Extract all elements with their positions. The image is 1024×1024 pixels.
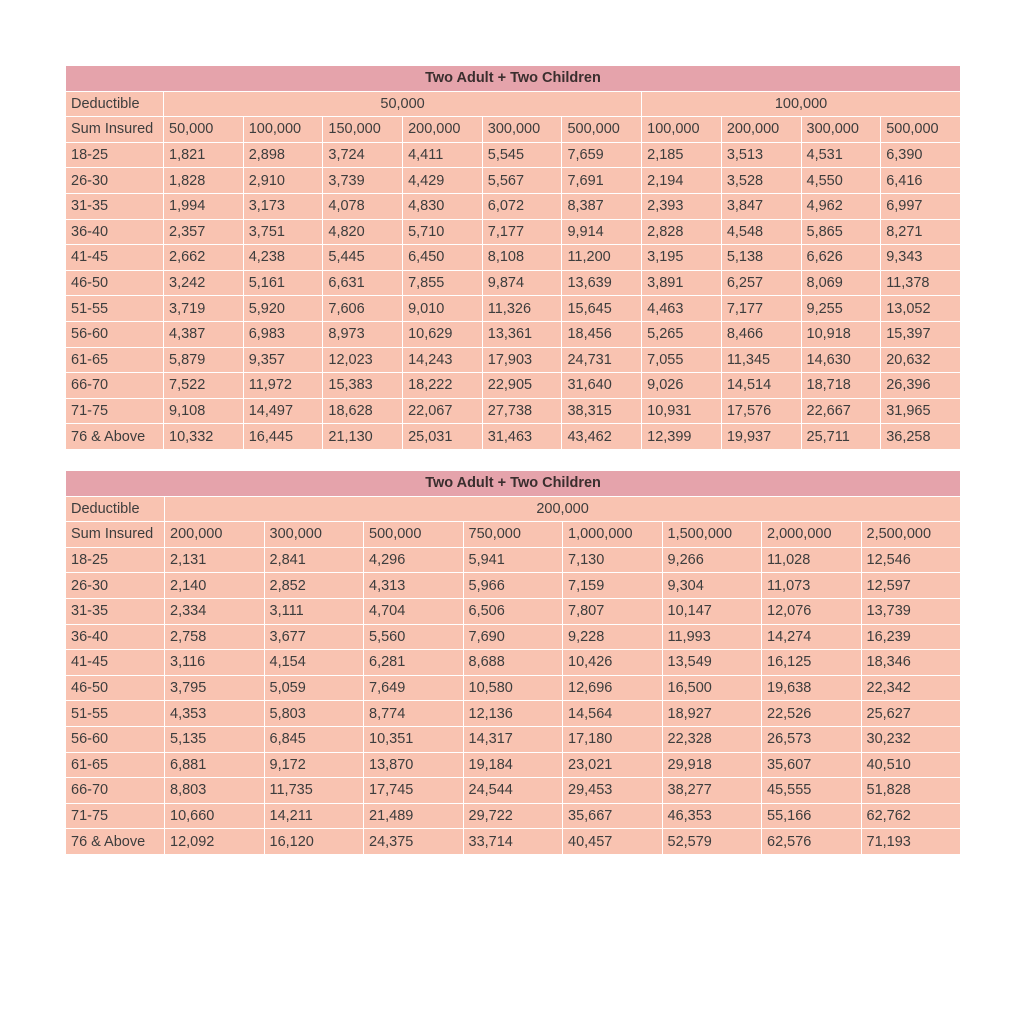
premium-cell: 8,973 (323, 321, 403, 347)
age-band: 61-65 (66, 752, 165, 778)
premium-cell: 71,193 (861, 829, 961, 855)
premium-table-deductible-50000-100000 (65, 65, 961, 450)
premium-cell: 10,629 (403, 321, 483, 347)
premium-cell: 24,375 (364, 829, 464, 855)
premium-cell: 3,677 (264, 624, 364, 650)
age-band: 18-25 (66, 547, 165, 573)
premium-cell: 5,560 (364, 624, 464, 650)
premium-cell: 2,140 (165, 573, 265, 599)
table-row (66, 650, 961, 676)
premium-cell: 16,120 (264, 829, 364, 855)
premium-cell: 6,416 (881, 168, 961, 194)
premium-cell: 4,820 (323, 219, 403, 245)
premium-cell: 12,696 (563, 675, 663, 701)
premium-cell: 12,092 (165, 829, 265, 855)
sum-insured-row (66, 117, 961, 143)
premium-cell: 45,555 (762, 778, 862, 804)
age-band: 41-45 (66, 650, 165, 676)
table-title: Two Adult + Two Children (66, 471, 961, 497)
premium-cell: 12,546 (861, 547, 961, 573)
premium-cell: 11,345 (721, 347, 801, 373)
premium-cell: 4,704 (364, 598, 464, 624)
age-band: 36-40 (66, 219, 164, 245)
premium-cell: 3,719 (164, 296, 244, 322)
premium-cell: 12,136 (463, 701, 563, 727)
sum-insured-header: 300,000 (801, 117, 881, 143)
premium-cell: 8,803 (165, 778, 265, 804)
premium-cell: 21,489 (364, 803, 464, 829)
age-band: 56-60 (66, 726, 165, 752)
premium-cell: 1,828 (164, 168, 244, 194)
age-band: 26-30 (66, 168, 164, 194)
premium-cell: 16,239 (861, 624, 961, 650)
sum-insured-header: 750,000 (463, 522, 563, 548)
premium-cell: 2,852 (264, 573, 364, 599)
premium-cell: 18,628 (323, 398, 403, 424)
premium-cell: 14,211 (264, 803, 364, 829)
premium-cell: 7,659 (562, 142, 642, 168)
premium-cell: 5,966 (463, 573, 563, 599)
premium-cell: 29,918 (662, 752, 762, 778)
premium-cell: 6,881 (165, 752, 265, 778)
premium-cell: 5,265 (642, 321, 722, 347)
premium-cell: 14,514 (721, 373, 801, 399)
premium-cell: 19,937 (721, 424, 801, 450)
premium-cell: 5,803 (264, 701, 364, 727)
premium-cell: 3,751 (243, 219, 323, 245)
sum-insured-header: 200,000 (721, 117, 801, 143)
premium-cell: 19,638 (762, 675, 862, 701)
premium-cell: 18,927 (662, 701, 762, 727)
premium-cell: 8,271 (881, 219, 961, 245)
table-row (66, 398, 961, 424)
premium-cell: 33,714 (463, 829, 563, 855)
premium-cell: 21,130 (323, 424, 403, 450)
premium-cell: 11,993 (662, 624, 762, 650)
premium-cell: 22,526 (762, 701, 862, 727)
premium-cell: 9,172 (264, 752, 364, 778)
premium-cell: 25,711 (801, 424, 881, 450)
premium-cell: 6,072 (482, 193, 562, 219)
premium-cell: 5,941 (463, 547, 563, 573)
premium-cell: 10,147 (662, 598, 762, 624)
table-row (66, 219, 961, 245)
premium-cell: 18,222 (403, 373, 483, 399)
premium-cell: 4,962 (801, 193, 881, 219)
premium-cell: 10,931 (642, 398, 722, 424)
deductible-row (66, 496, 961, 522)
premium-cell: 9,357 (243, 347, 323, 373)
premium-cell: 14,317 (463, 726, 563, 752)
premium-cell: 12,076 (762, 598, 862, 624)
premium-cell: 10,351 (364, 726, 464, 752)
premium-cell: 26,573 (762, 726, 862, 752)
premium-cell: 16,500 (662, 675, 762, 701)
table-row (66, 373, 961, 399)
premium-cell: 1,821 (164, 142, 244, 168)
premium-cell: 52,579 (662, 829, 762, 855)
premium-cell: 10,426 (563, 650, 663, 676)
premium-cell: 6,281 (364, 650, 464, 676)
premium-cell: 13,052 (881, 296, 961, 322)
premium-cell: 10,918 (801, 321, 881, 347)
premium-cell: 3,528 (721, 168, 801, 194)
table-row (66, 726, 961, 752)
premium-cell: 2,898 (243, 142, 323, 168)
premium-cell: 36,258 (881, 424, 961, 450)
premium-cell: 3,195 (642, 245, 722, 271)
premium-cell: 15,645 (562, 296, 642, 322)
premium-cell: 9,010 (403, 296, 483, 322)
sum-insured-header: 100,000 (243, 117, 323, 143)
premium-cell: 6,845 (264, 726, 364, 752)
sum-insured-header: 300,000 (264, 522, 364, 548)
sum-insured-header: 500,000 (562, 117, 642, 143)
premium-cell: 13,639 (562, 270, 642, 296)
sum-insured-header: 200,000 (165, 522, 265, 548)
premium-cell: 3,242 (164, 270, 244, 296)
premium-cell: 5,445 (323, 245, 403, 271)
table-row (66, 778, 961, 804)
age-band: 36-40 (66, 624, 165, 650)
premium-cell: 31,463 (482, 424, 562, 450)
age-band: 18-25 (66, 142, 164, 168)
age-band: 31-35 (66, 598, 165, 624)
age-band: 41-45 (66, 245, 164, 271)
age-band: 46-50 (66, 675, 165, 701)
sum-insured-header: 2,500,000 (861, 522, 961, 548)
age-band: 51-55 (66, 701, 165, 727)
premium-cell: 2,841 (264, 547, 364, 573)
premium-cell: 31,965 (881, 398, 961, 424)
premium-cell: 3,111 (264, 598, 364, 624)
premium-cell: 62,576 (762, 829, 862, 855)
premium-cell: 5,545 (482, 142, 562, 168)
table-row (66, 347, 961, 373)
premium-cell: 2,910 (243, 168, 323, 194)
deductible-label: Deductible (66, 91, 164, 117)
sum-insured-header: 150,000 (323, 117, 403, 143)
sum-insured-header: 1,500,000 (662, 522, 762, 548)
premium-cell: 3,891 (642, 270, 722, 296)
premium-cell: 26,396 (881, 373, 961, 399)
table-row (66, 701, 961, 727)
premium-cell: 5,865 (801, 219, 881, 245)
premium-cell: 11,073 (762, 573, 862, 599)
premium-cell: 9,108 (164, 398, 244, 424)
premium-cell: 4,463 (642, 296, 722, 322)
premium-cell: 11,200 (562, 245, 642, 271)
premium-cell: 6,506 (463, 598, 563, 624)
premium-cell: 5,920 (243, 296, 323, 322)
premium-cell: 24,731 (562, 347, 642, 373)
premium-cell: 3,795 (165, 675, 265, 701)
sum-insured-header: 300,000 (482, 117, 562, 143)
premium-cell: 13,870 (364, 752, 464, 778)
premium-cell: 5,161 (243, 270, 323, 296)
deductible-value-100000: 100,000 (642, 91, 961, 117)
premium-cell: 29,453 (563, 778, 663, 804)
table-title-row (66, 66, 961, 92)
premium-cell: 17,576 (721, 398, 801, 424)
table-row (66, 321, 961, 347)
premium-cell: 3,513 (721, 142, 801, 168)
premium-cell: 25,627 (861, 701, 961, 727)
premium-cell: 14,274 (762, 624, 862, 650)
premium-cell: 7,807 (563, 598, 663, 624)
premium-cell: 9,304 (662, 573, 762, 599)
premium-cell: 7,649 (364, 675, 464, 701)
premium-cell: 2,334 (165, 598, 265, 624)
premium-cell: 9,874 (482, 270, 562, 296)
premium-cell: 5,135 (165, 726, 265, 752)
premium-cell: 17,180 (563, 726, 663, 752)
premium-cell: 5,710 (403, 219, 483, 245)
premium-cell: 20,632 (881, 347, 961, 373)
premium-cell: 31,640 (562, 373, 642, 399)
premium-cell: 2,194 (642, 168, 722, 194)
premium-cell: 2,662 (164, 245, 244, 271)
premium-cell: 40,457 (563, 829, 663, 855)
premium-cell: 8,108 (482, 245, 562, 271)
table-row (66, 245, 961, 271)
table-row (66, 142, 961, 168)
premium-cell: 4,550 (801, 168, 881, 194)
premium-cell: 62,762 (861, 803, 961, 829)
age-band: 56-60 (66, 321, 164, 347)
deductible-label: Deductible (66, 496, 165, 522)
premium-cell: 22,067 (403, 398, 483, 424)
premium-cell: 7,522 (164, 373, 244, 399)
premium-cell: 4,387 (164, 321, 244, 347)
sum-insured-header: 1,000,000 (563, 522, 663, 548)
premium-cell: 2,185 (642, 142, 722, 168)
premium-cell: 3,847 (721, 193, 801, 219)
table-row (66, 803, 961, 829)
deductible-row (66, 91, 961, 117)
age-band: 71-75 (66, 803, 165, 829)
premium-cell: 14,564 (563, 701, 663, 727)
sum-insured-row (66, 522, 961, 548)
premium-cell: 27,738 (482, 398, 562, 424)
table-title: Two Adult + Two Children (66, 66, 961, 92)
deductible-value-50000: 50,000 (164, 91, 642, 117)
table-row (66, 270, 961, 296)
premium-cell: 11,972 (243, 373, 323, 399)
premium-cell: 22,342 (861, 675, 961, 701)
premium-cell: 7,690 (463, 624, 563, 650)
premium-cell: 18,456 (562, 321, 642, 347)
premium-cell: 14,243 (403, 347, 483, 373)
premium-cell: 4,154 (264, 650, 364, 676)
premium-cell: 5,059 (264, 675, 364, 701)
premium-cell: 43,462 (562, 424, 642, 450)
premium-cell: 4,078 (323, 193, 403, 219)
premium-cell: 7,159 (563, 573, 663, 599)
sum-insured-label: Sum Insured (66, 117, 164, 143)
premium-cell: 40,510 (861, 752, 961, 778)
premium-cell: 9,266 (662, 547, 762, 573)
table-row (66, 675, 961, 701)
premium-cell: 10,332 (164, 424, 244, 450)
table-row (66, 598, 961, 624)
premium-cell: 22,328 (662, 726, 762, 752)
table-row (66, 829, 961, 855)
premium-cell: 11,326 (482, 296, 562, 322)
age-band: 61-65 (66, 347, 164, 373)
table-row (66, 168, 961, 194)
premium-cell: 13,361 (482, 321, 562, 347)
age-band: 66-70 (66, 373, 164, 399)
premium-cell: 7,855 (403, 270, 483, 296)
premium-cell: 6,626 (801, 245, 881, 271)
premium-cell: 9,255 (801, 296, 881, 322)
table-row (66, 547, 961, 573)
premium-cell: 38,315 (562, 398, 642, 424)
premium-cell: 2,393 (642, 193, 722, 219)
deductible-value-200000: 200,000 (165, 496, 961, 522)
age-band: 31-35 (66, 193, 164, 219)
premium-cell: 23,021 (563, 752, 663, 778)
premium-cell: 6,450 (403, 245, 483, 271)
premium-cell: 17,745 (364, 778, 464, 804)
premium-cell: 11,735 (264, 778, 364, 804)
premium-cell: 8,774 (364, 701, 464, 727)
premium-cell: 30,232 (861, 726, 961, 752)
age-band: 76 & Above (66, 829, 165, 855)
premium-cell: 13,549 (662, 650, 762, 676)
premium-cell: 11,378 (881, 270, 961, 296)
premium-cell: 12,399 (642, 424, 722, 450)
premium-cell: 9,914 (562, 219, 642, 245)
premium-cell: 14,630 (801, 347, 881, 373)
sum-insured-header: 100,000 (642, 117, 722, 143)
sum-insured-header: 500,000 (881, 117, 961, 143)
premium-cell: 5,138 (721, 245, 801, 271)
premium-table-deductible-200000 (65, 470, 961, 855)
table-title-row (66, 471, 961, 497)
premium-cell: 35,667 (563, 803, 663, 829)
premium-cell: 4,429 (403, 168, 483, 194)
premium-cell: 3,173 (243, 193, 323, 219)
premium-cell: 17,903 (482, 347, 562, 373)
table-row (66, 624, 961, 650)
premium-cell: 7,130 (563, 547, 663, 573)
premium-cell: 4,548 (721, 219, 801, 245)
premium-cell: 11,028 (762, 547, 862, 573)
premium-cell: 51,828 (861, 778, 961, 804)
premium-cell: 1,994 (164, 193, 244, 219)
premium-cell: 22,905 (482, 373, 562, 399)
premium-cell: 13,739 (861, 598, 961, 624)
premium-cell: 2,828 (642, 219, 722, 245)
premium-cell: 19,184 (463, 752, 563, 778)
age-band: 71-75 (66, 398, 164, 424)
premium-cell: 7,606 (323, 296, 403, 322)
premium-cell: 3,724 (323, 142, 403, 168)
premium-cell: 7,177 (721, 296, 801, 322)
premium-cell: 6,997 (881, 193, 961, 219)
table-row (66, 296, 961, 322)
premium-cell: 6,257 (721, 270, 801, 296)
premium-cell: 7,691 (562, 168, 642, 194)
premium-cell: 4,531 (801, 142, 881, 168)
premium-cell: 55,166 (762, 803, 862, 829)
premium-cell: 7,055 (642, 347, 722, 373)
premium-cell: 4,353 (165, 701, 265, 727)
premium-cell: 22,667 (801, 398, 881, 424)
premium-cell: 4,830 (403, 193, 483, 219)
premium-cell: 24,544 (463, 778, 563, 804)
premium-cell: 15,383 (323, 373, 403, 399)
sum-insured-header: 50,000 (164, 117, 244, 143)
premium-cell: 2,758 (165, 624, 265, 650)
sum-insured-label: Sum Insured (66, 522, 165, 548)
premium-cell: 2,357 (164, 219, 244, 245)
premium-cell: 6,390 (881, 142, 961, 168)
premium-cell: 12,597 (861, 573, 961, 599)
premium-cell: 4,313 (364, 573, 464, 599)
premium-cell: 16,125 (762, 650, 862, 676)
premium-cell: 8,688 (463, 650, 563, 676)
premium-cell: 9,343 (881, 245, 961, 271)
premium-cell: 29,722 (463, 803, 563, 829)
age-band: 76 & Above (66, 424, 164, 450)
premium-cell: 46,353 (662, 803, 762, 829)
age-band: 46-50 (66, 270, 164, 296)
table-row (66, 424, 961, 450)
premium-cell: 12,023 (323, 347, 403, 373)
premium-cell: 5,879 (164, 347, 244, 373)
premium-cell: 15,397 (881, 321, 961, 347)
table-row (66, 752, 961, 778)
premium-cell: 18,718 (801, 373, 881, 399)
premium-cell: 4,238 (243, 245, 323, 271)
sum-insured-header: 2,000,000 (762, 522, 862, 548)
age-band: 26-30 (66, 573, 165, 599)
premium-cell: 5,567 (482, 168, 562, 194)
premium-cell: 10,660 (165, 803, 265, 829)
premium-cell: 6,983 (243, 321, 323, 347)
premium-cell: 8,387 (562, 193, 642, 219)
sum-insured-header: 200,000 (403, 117, 483, 143)
premium-cell: 38,277 (662, 778, 762, 804)
premium-cell: 16,445 (243, 424, 323, 450)
table-row (66, 573, 961, 599)
premium-cell: 3,739 (323, 168, 403, 194)
premium-cell: 2,131 (165, 547, 265, 573)
table-row (66, 193, 961, 219)
premium-cell: 4,296 (364, 547, 464, 573)
premium-cell: 8,466 (721, 321, 801, 347)
premium-cell: 35,607 (762, 752, 862, 778)
sum-insured-header: 500,000 (364, 522, 464, 548)
age-band: 66-70 (66, 778, 165, 804)
premium-cell: 6,631 (323, 270, 403, 296)
premium-cell: 4,411 (403, 142, 483, 168)
premium-cell: 9,228 (563, 624, 663, 650)
premium-cell: 25,031 (403, 424, 483, 450)
premium-cell: 10,580 (463, 675, 563, 701)
premium-cell: 7,177 (482, 219, 562, 245)
premium-cell: 9,026 (642, 373, 722, 399)
age-band: 51-55 (66, 296, 164, 322)
premium-cell: 14,497 (243, 398, 323, 424)
premium-cell: 3,116 (165, 650, 265, 676)
premium-cell: 18,346 (861, 650, 961, 676)
premium-cell: 8,069 (801, 270, 881, 296)
